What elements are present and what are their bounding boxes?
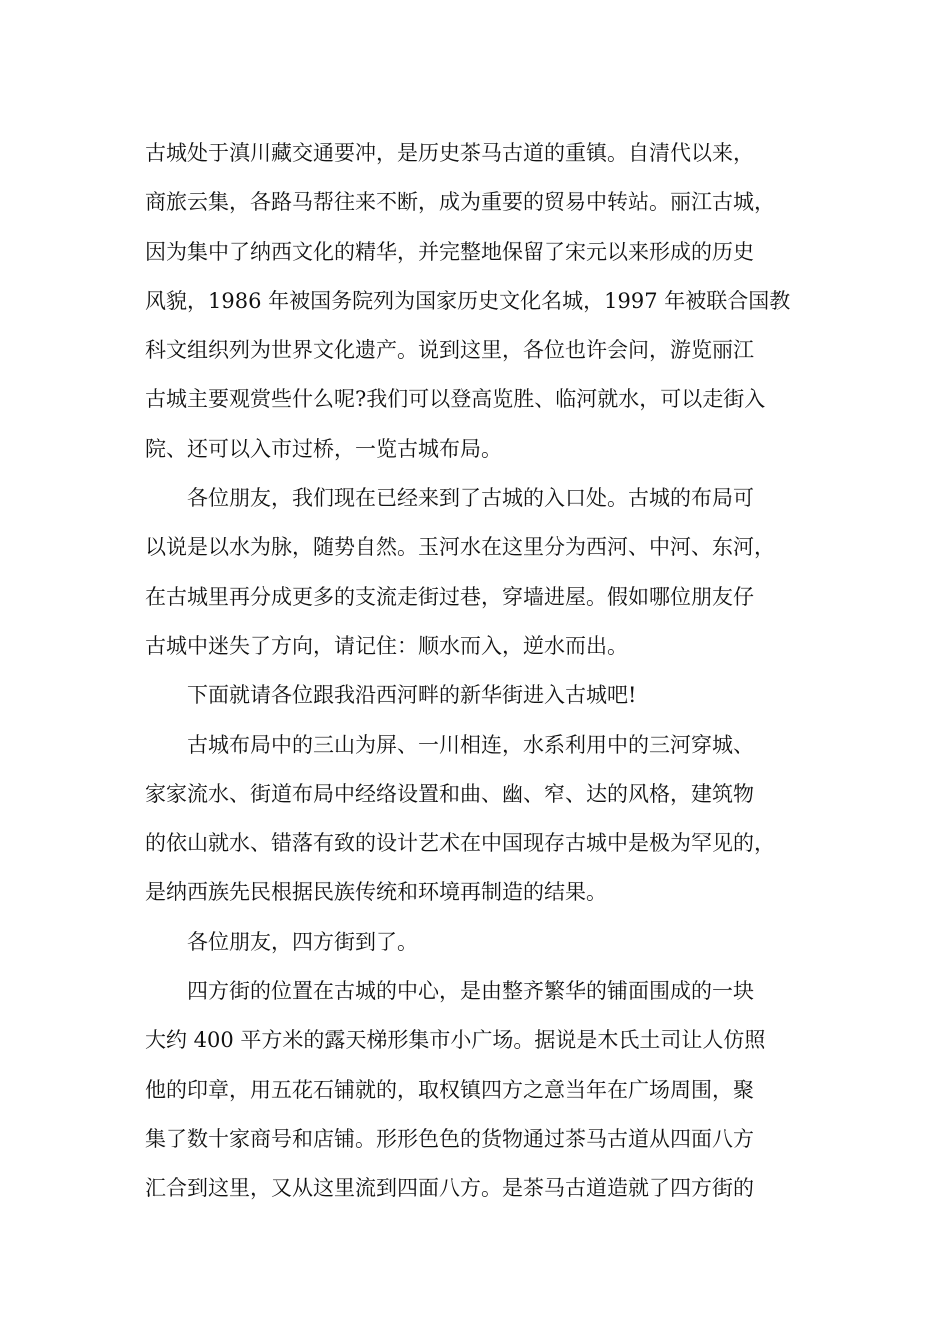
- text-line: 风貌，1986 年被国务院列为国家历史文化名城，1997 年被联合国教: [145, 288, 791, 313]
- paragraph-3: [145, 671, 825, 720]
- text-line: 的依山就水、错落有致的设计艺术在中国现存古城中是极为罕见的，: [145, 831, 775, 856]
- text-line: 各位朋友，我们现在已经来到了古城的入口处。古城的布局可: [187, 486, 754, 511]
- text-line: 古城布局中的三山为屏、一川相连，水系利用中的三河穿城、: [187, 732, 754, 757]
- text-line: 在古城里再分成更多的支流走街过巷，穿墙进屋。假如哪位朋友仔: [145, 584, 754, 609]
- text-line: 四方街的位置在古城的中心，是由整齐繁华的铺面围成的一块: [187, 979, 754, 1004]
- text-line: 商旅云集，各路马帮往来不断，成为重要的贸易中转站。丽江古城，: [145, 190, 775, 215]
- text-line: 院、还可以入市过桥，一览古城布局。: [145, 436, 502, 461]
- text-line: 是纳西族先民根据民族传统和环境再制造的结果。: [145, 880, 607, 905]
- text-line: 集了数十家商号和店铺。形形色色的货物通过茶马古道从四面八方: [145, 1126, 754, 1151]
- text-line: 以说是以水为脉，随势自然。玉河水在这里分为西河、中河、东河，: [145, 535, 775, 560]
- text-line: 各位朋友，四方街到了。: [187, 929, 418, 954]
- text-line: 古城处于滇川藏交通要冲，是历史茶马古道的重镇。自清代以来，: [145, 141, 754, 165]
- paragraph-4: [145, 721, 825, 918]
- paragraph-5: [145, 918, 825, 967]
- text-line: 家家流水、街道布局中经络设置和曲、幽、窄、达的风格，建筑物: [145, 781, 754, 806]
- text-line: 科文组织列为世界文化遗产。说到这里，各位也许会问，游览丽江: [145, 338, 754, 363]
- document-body: [145, 129, 825, 1214]
- text-line: 大约 400 平方米的露天梯形集市小广场。据说是木氏土司让人仿照: [145, 1028, 766, 1053]
- text-line: 古城中迷失了方向，请记住：顺水而入，逆水而出。: [145, 633, 628, 658]
- text-line: 下面就请各位跟我沿西河畔的新华街进入古城吧!: [187, 683, 637, 708]
- text-line: 因为集中了纳西文化的精华，并完整地保留了宋元以来形成的历史: [145, 239, 754, 264]
- paragraph-2: [145, 474, 825, 671]
- text-line: 古城主要观赏些什么呢?我们可以登高览胜、临河就水，可以走街入: [145, 387, 766, 412]
- paragraph-1: [145, 129, 825, 474]
- paragraph-6: [145, 967, 825, 1213]
- text-line: 他的印章，用五花石铺就的，取权镇四方之意当年在广场周围，聚: [145, 1077, 754, 1102]
- text-line: 汇合到这里，又从这里流到四面八方。是茶马古道造就了四方街的: [145, 1176, 754, 1201]
